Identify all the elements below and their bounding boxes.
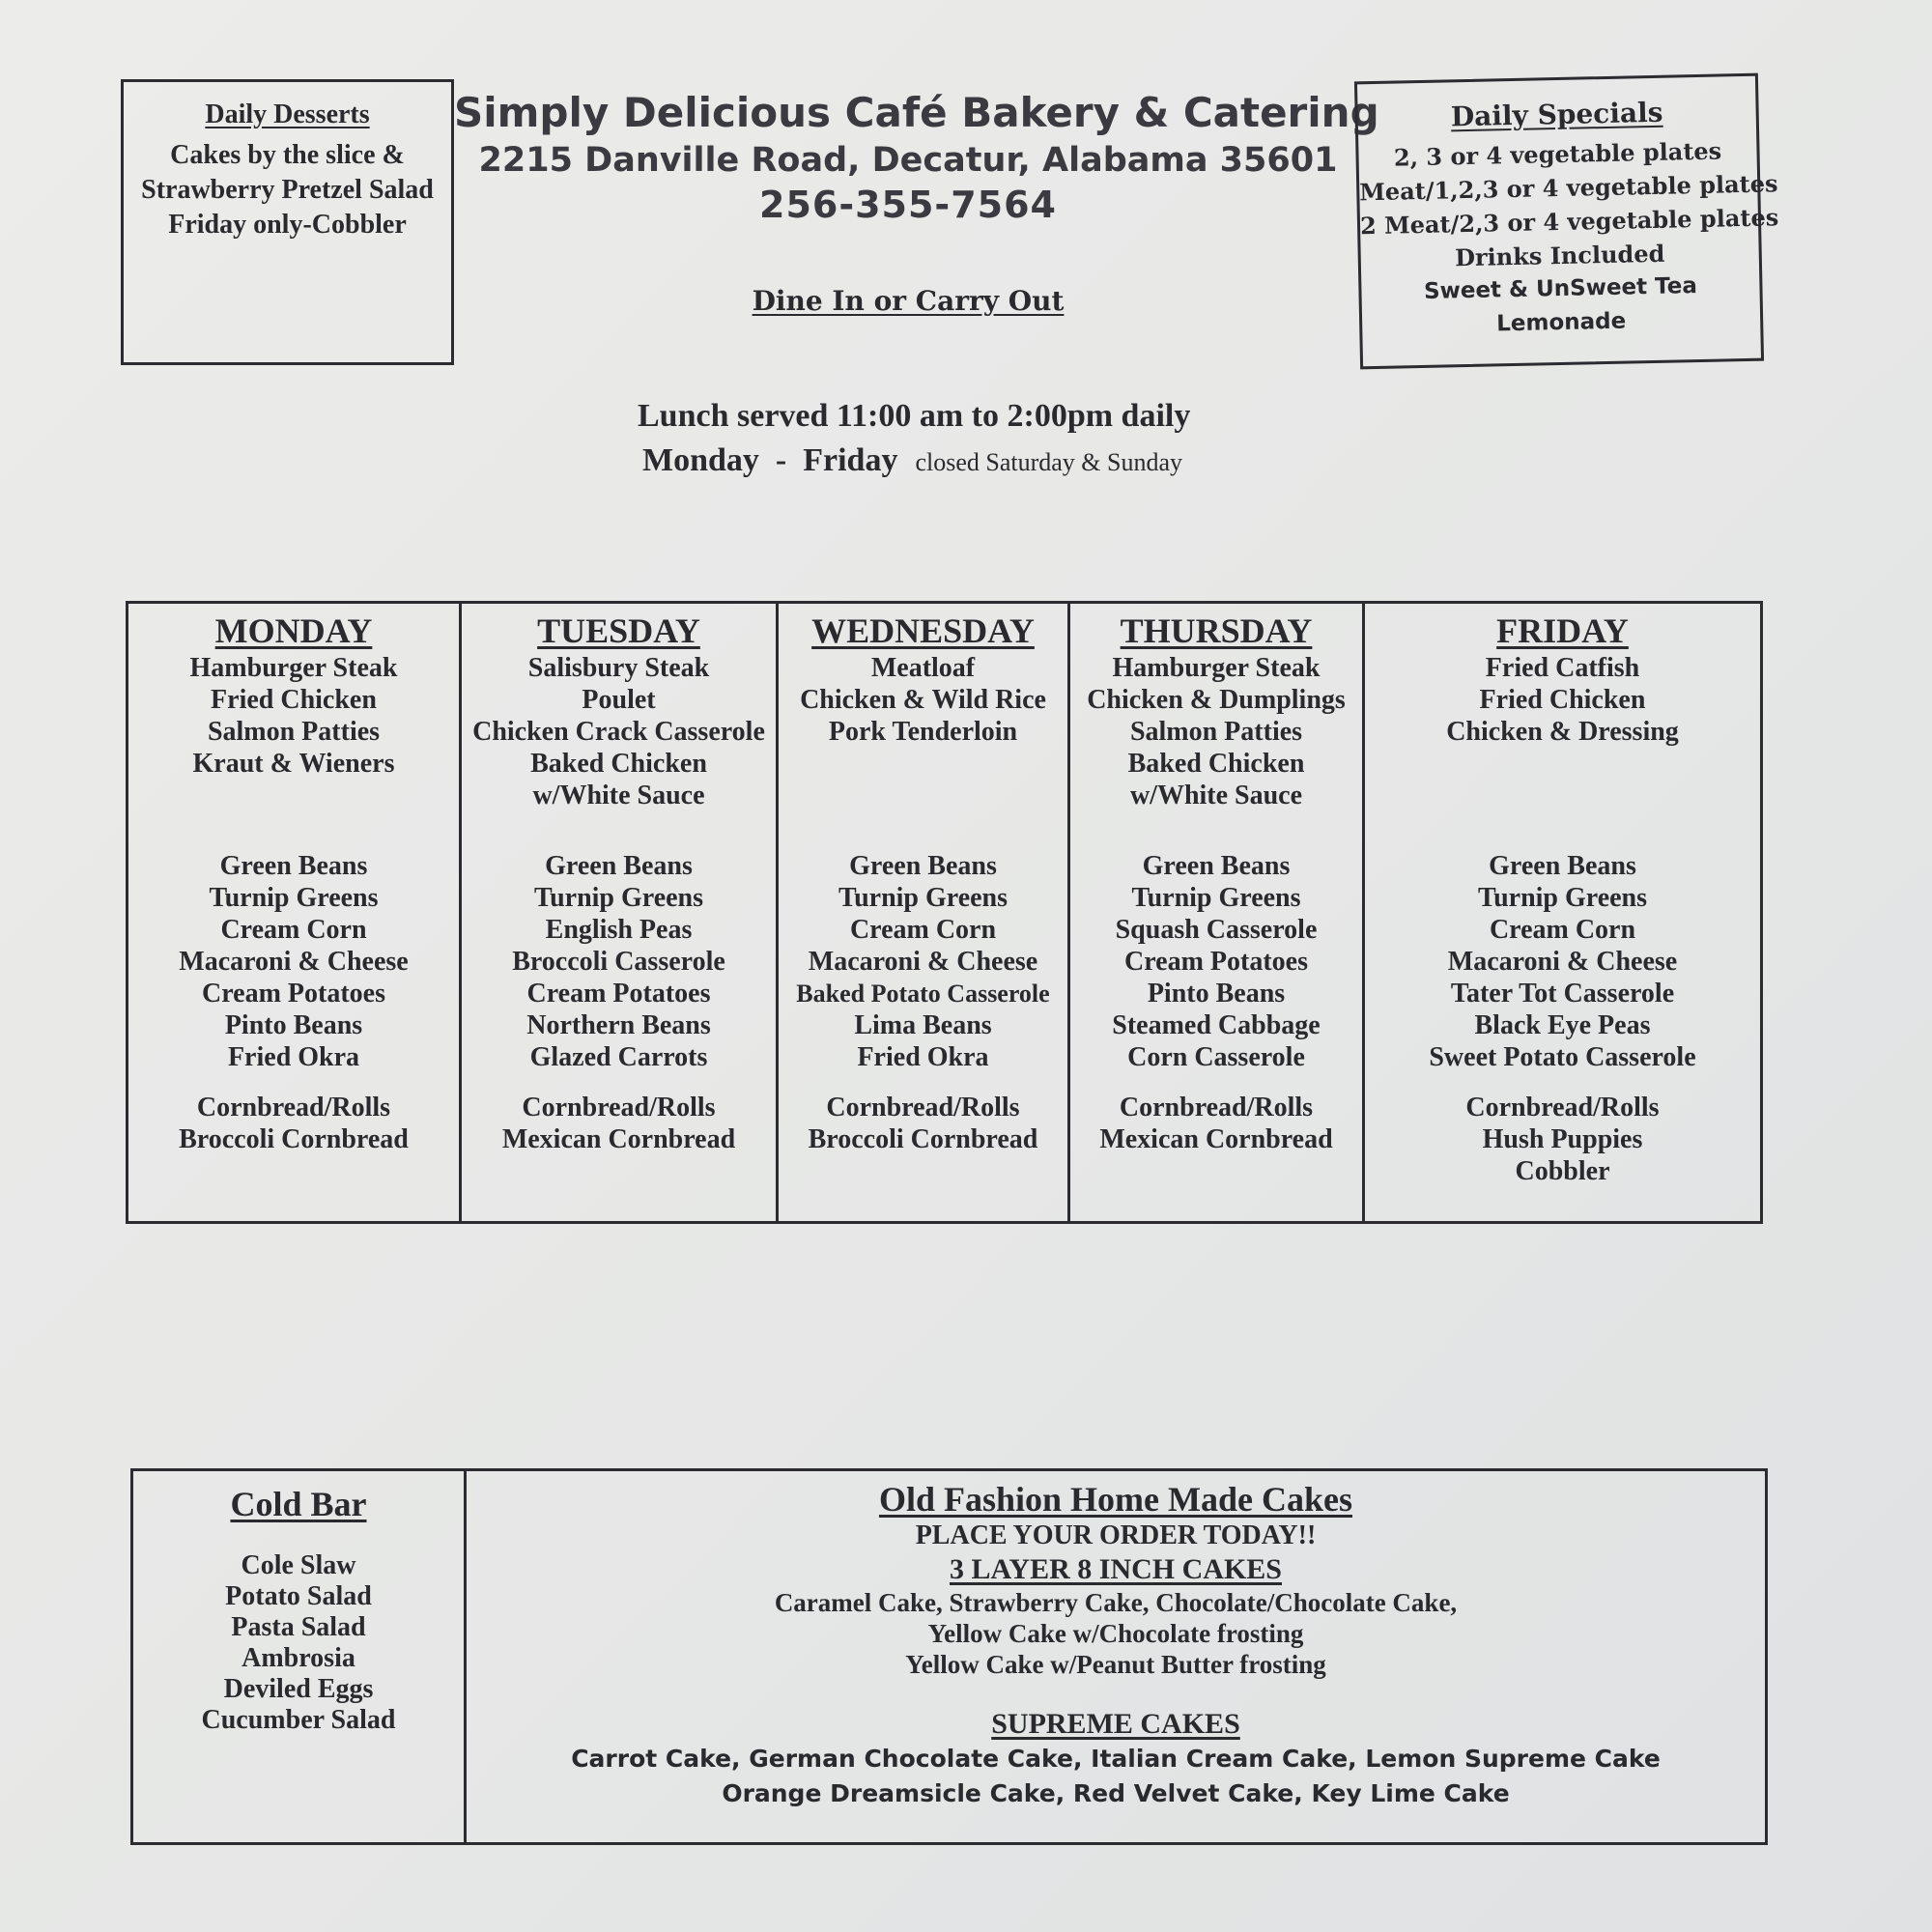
menu-item: Macaroni & Cheese: [808, 947, 1038, 977]
main-dishes: [1070, 652, 1362, 850]
menu-item: Green Beans: [545, 851, 693, 881]
menu-item: Meatloaf: [870, 653, 976, 683]
menu-item: Chicken Crack Casserole: [472, 717, 765, 747]
breads: [779, 1092, 1067, 1155]
menu-item: Turnip Greens: [838, 883, 1009, 913]
menu-item: Lima Beans: [854, 1010, 992, 1040]
day-column-tuesday: [462, 604, 779, 1221]
menu-item: Mexican Cornbread: [1099, 1124, 1333, 1154]
supreme-cake-line: Orange Dreamsicle Cake, Red Velvet Cake, Key Lime Cake: [722, 1779, 1510, 1807]
menu-item: Salmon Patties: [1129, 717, 1303, 747]
daily-desserts-box: [121, 79, 454, 365]
cold-bar-item: Potato Salad: [225, 1581, 372, 1611]
breads: [462, 1092, 776, 1155]
menu-item: Cornbread/Rolls: [1465, 1093, 1660, 1122]
side-dishes: [1365, 850, 1760, 1092]
cold-bar-item: Cole Slaw: [241, 1550, 356, 1580]
daily-specials-title: Daily Specials: [1450, 96, 1663, 133]
day-column-friday: [1365, 604, 1760, 1221]
menu-item: Broccoli Cornbread: [179, 1124, 409, 1154]
menu-item: Cream Potatoes: [1124, 947, 1308, 977]
menu-item: Baked Chicken: [530, 749, 707, 779]
menu-item: Cream Corn: [220, 915, 367, 945]
menu-item: Fried Chicken: [1479, 685, 1646, 715]
dessert-line: Friday only-Cobbler: [168, 210, 407, 240]
menu-item: Chicken & Wild Rice: [800, 685, 1046, 715]
menu-item: Green Beans: [1142, 851, 1291, 881]
menu-item: Turnip Greens: [1477, 883, 1648, 913]
menu-item: Baked Potato Casserole: [796, 980, 1050, 1008]
weekday-range-text: Monday - Friday: [642, 442, 898, 478]
menu-item: Hush Puppies: [1482, 1124, 1643, 1154]
menu-item: Pork Tenderloin: [828, 717, 1018, 747]
special-line: Lemonade: [1495, 308, 1627, 337]
restaurant-name: Simply Delicious Café Bakery & Catering: [454, 89, 1379, 136]
menu-item: Cream Corn: [1489, 915, 1636, 945]
lunch-hours: [502, 394, 1420, 485]
special-line: Sweet & UnSweet Tea: [1423, 273, 1698, 304]
menu-item: Cornbread/Rolls: [826, 1093, 1020, 1122]
menu-item: Pinto Beans: [1147, 979, 1286, 1009]
menu-item: Sweet Potato Casserole: [1429, 1042, 1696, 1072]
menu-item: Salisbury Steak: [527, 653, 710, 683]
menu-item: Hamburger Steak: [189, 653, 398, 683]
menu-item: Green Beans: [849, 851, 997, 881]
supreme-cakes-title: SUPREME CAKES: [991, 1708, 1240, 1740]
menu-item: Hamburger Steak: [1112, 653, 1321, 683]
menu-item: Fried Catfish: [1485, 653, 1640, 683]
menu-item: Macaroni & Cheese: [179, 947, 409, 977]
side-dishes: [462, 850, 776, 1092]
side-dishes: [779, 850, 1067, 1092]
cold-bar-item: Ambrosia: [242, 1643, 355, 1673]
breads: [1365, 1092, 1760, 1187]
special-line: 2 Meat/2,3 or 4 vegetable plates: [1359, 203, 1779, 241]
cold-bar-title: Cold Bar: [230, 1485, 367, 1523]
day-name: TUESDAY: [537, 611, 700, 650]
menu-item: Chicken & Dumplings: [1087, 685, 1346, 715]
menu-item: Tater Tot Casserole: [1450, 979, 1675, 1009]
breads: [128, 1092, 459, 1155]
main-dishes: [128, 652, 459, 850]
lunch-hours-line: Lunch served 11:00 am to 2:00pm daily: [638, 398, 1191, 434]
menu-item: Kraut & Wieners: [192, 749, 395, 779]
layer-cake-line: Caramel Cake, Strawberry Cake, Chocolate/Chocolate Cake,: [774, 1588, 1458, 1617]
menu-item: Cream Corn: [849, 915, 997, 945]
side-dishes: [1070, 850, 1362, 1092]
menu-item: Baked Chicken: [1127, 749, 1305, 779]
dessert-line: Strawberry Pretzel Salad: [141, 175, 434, 205]
menu-item: Turnip Greens: [1131, 883, 1301, 913]
daily-specials-box: [1354, 73, 1779, 370]
day-name: THURSDAY: [1120, 611, 1313, 650]
cold-bar-item: Deviled Eggs: [223, 1674, 374, 1704]
menu-item: Pinto Beans: [224, 1010, 363, 1040]
menu-item: Squash Casserole: [1115, 915, 1318, 945]
main-dishes: [1365, 652, 1760, 850]
main-dishes: [462, 652, 776, 850]
day-column-wednesday: [779, 604, 1070, 1221]
menu-item: Green Beans: [219, 851, 368, 881]
menu-item: Cornbread/Rolls: [1119, 1093, 1314, 1122]
special-line: Drinks Included: [1454, 239, 1665, 272]
menu-item: Turnip Greens: [533, 883, 704, 913]
menu-item: w/White Sauce: [532, 781, 705, 810]
cakes-title: Old Fashion Home Made Cakes: [878, 1480, 1353, 1519]
day-name: FRIDAY: [1496, 611, 1629, 650]
menu-item: Broccoli Casserole: [512, 947, 725, 977]
weekday-range: [502, 439, 1420, 485]
menu-item: Cornbread/Rolls: [522, 1093, 716, 1122]
menu-item: English Peas: [545, 915, 693, 945]
menu-item: w/White Sauce: [1129, 781, 1303, 810]
weekly-menu-table: [126, 601, 1763, 1224]
menu-item: Broccoli Cornbread: [808, 1124, 1038, 1154]
cold-bar-item: Pasta Salad: [231, 1612, 366, 1642]
closed-days: closed Saturday & Sunday: [915, 448, 1183, 476]
menu-item: Green Beans: [1489, 851, 1636, 881]
menu-item: Salmon Patties: [207, 717, 381, 747]
menu-item: Turnip Greens: [209, 883, 379, 913]
cakes-section: [467, 1471, 1765, 1842]
layer-cake-line: Yellow Cake w/Chocolate frosting: [927, 1619, 1304, 1648]
order-today: PLACE YOUR ORDER TODAY!!: [915, 1520, 1317, 1550]
menu-item: Fried Okra: [227, 1042, 360, 1072]
menu-item: Macaroni & Cheese: [1447, 947, 1678, 977]
special-line: Meat/1,2,3 or 4 vegetable plates: [1359, 169, 1778, 207]
dessert-line: Cakes by the slice &: [170, 140, 405, 170]
menu-item: Corn Casserole: [1127, 1042, 1305, 1072]
restaurant-address: 2215 Danville Road, Decatur, Alabama 35601: [478, 141, 1338, 180]
main-dishes: [779, 652, 1067, 850]
cold-bar: [133, 1471, 467, 1842]
cold-bar-item: Cucumber Salad: [201, 1705, 396, 1735]
restaurant-header: [454, 87, 1379, 228]
layer-cakes-title: 3 LAYER 8 INCH CAKES: [950, 1553, 1282, 1585]
restaurant-phone: 256-355-7564: [759, 184, 1057, 226]
menu-item: Black Eye Peas: [1474, 1010, 1651, 1040]
supreme-cake-line: Carrot Cake, German Chocolate Cake, Italian Cream Cake, Lemon Supreme Cake: [571, 1745, 1661, 1773]
daily-desserts-title: Daily Desserts: [205, 99, 370, 129]
menu-item: Cornbread/Rolls: [196, 1093, 391, 1122]
menu-item: Cream Potatoes: [526, 979, 711, 1009]
menu-item: Steamed Cabbage: [1112, 1010, 1321, 1040]
day-column-monday: [128, 604, 462, 1221]
menu-item: Northern Beans: [526, 1010, 711, 1040]
menu-item: Cream Potatoes: [202, 979, 385, 1009]
bottom-section: [130, 1468, 1768, 1845]
menu-item: Fried Chicken: [211, 685, 377, 715]
menu-item: Mexican Cornbread: [501, 1124, 736, 1154]
special-line: 2, 3 or 4 vegetable plates: [1393, 136, 1722, 172]
menu-item: Fried Okra: [857, 1042, 989, 1072]
side-dishes: [128, 850, 459, 1092]
dine-in-carry-out: Dine In or Carry Out: [752, 285, 1065, 317]
day-name: WEDNESDAY: [811, 611, 1035, 650]
breads: [1070, 1092, 1362, 1155]
day-column-thursday: [1070, 604, 1365, 1221]
layer-cake-line: Yellow Cake w/Peanut Butter frosting: [905, 1650, 1326, 1679]
menu-item: Cobbler: [1515, 1156, 1610, 1186]
day-name: MONDAY: [214, 611, 373, 650]
menu-item: Chicken & Dressing: [1446, 717, 1679, 747]
menu-item: Glazed Carrots: [529, 1042, 708, 1072]
menu-item: Poulet: [582, 685, 656, 715]
